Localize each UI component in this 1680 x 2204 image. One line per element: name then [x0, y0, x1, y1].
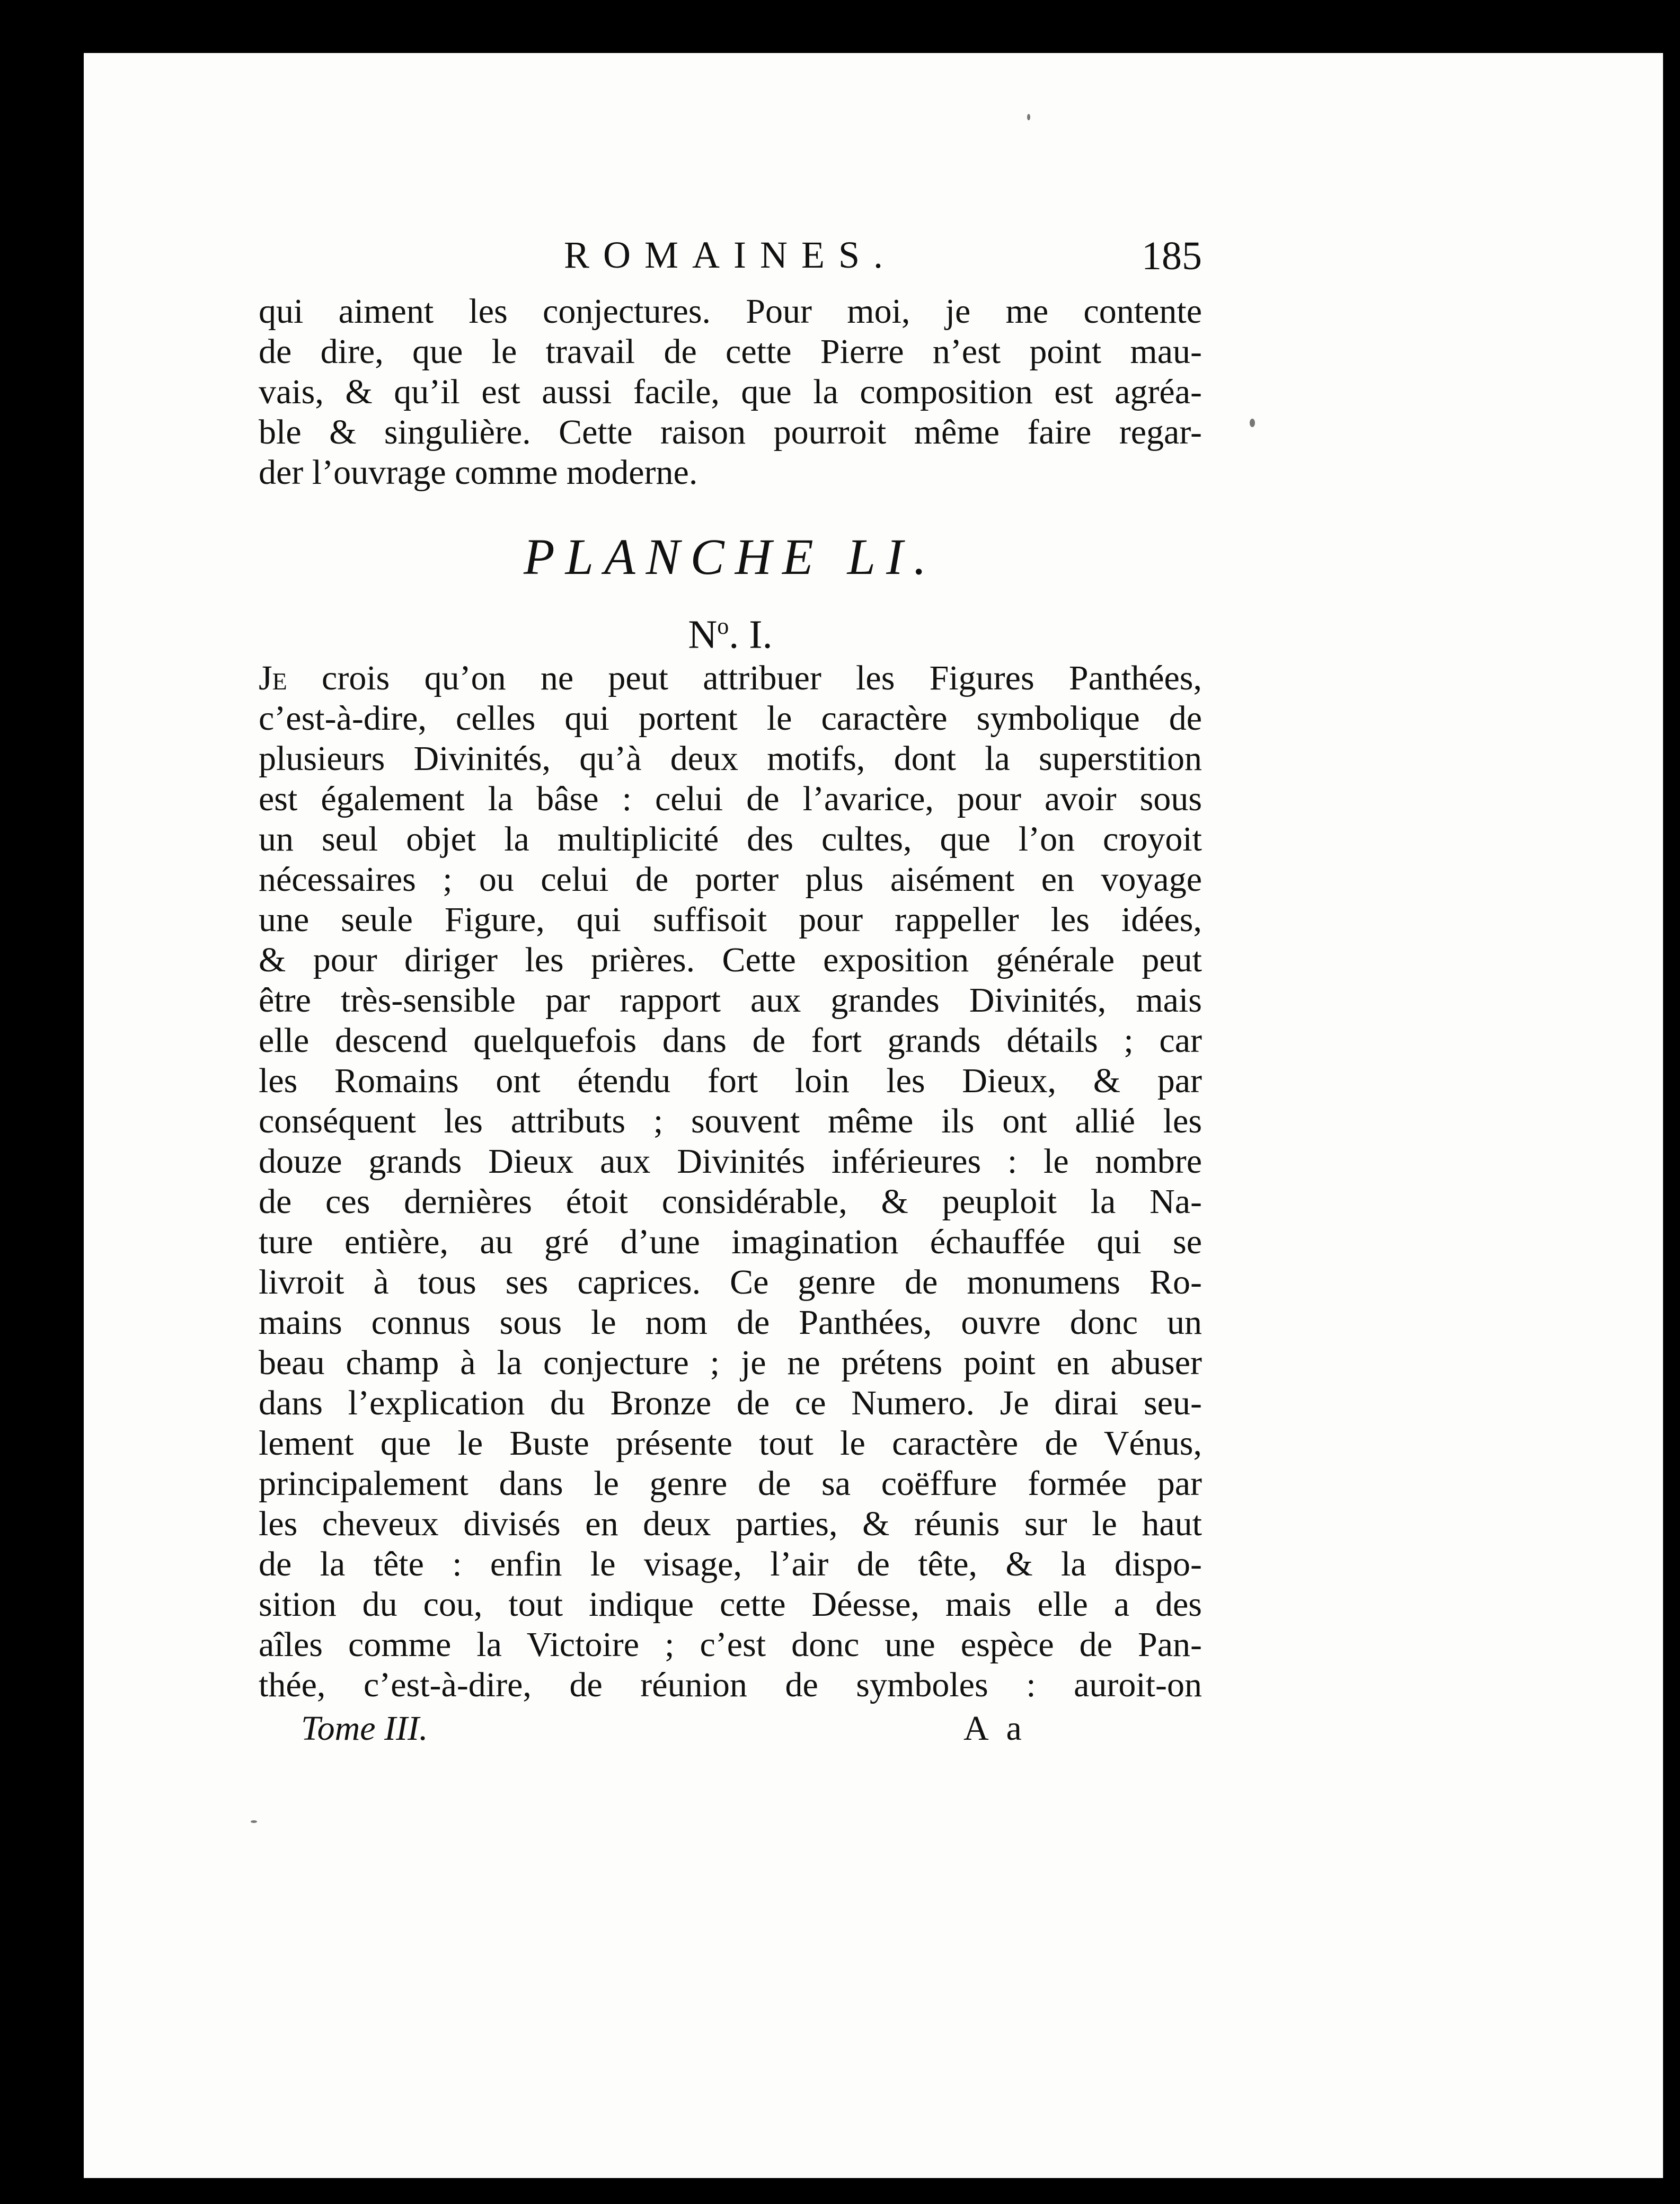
text-line: un seul objet la multiplicité des cultes, que l’on croyoit [259, 820, 1202, 858]
plate-heading: PLANCHE LI. [523, 528, 938, 585]
text-line: principalement dans le genre de sa coëffure formée par [259, 1464, 1202, 1503]
ink-speck [1027, 114, 1030, 120]
running-title: ROMAINES. [563, 234, 897, 276]
plate-number-prefix: N [688, 612, 718, 657]
text-line: une seule Figure, qui suffisoit pour rappeller les idées, [259, 900, 1202, 939]
text-line: ble & singulière. Cette raison pourroit même faire regar- [259, 413, 1202, 452]
body-paragraph [259, 658, 1202, 1705]
ink-speck [1250, 419, 1255, 427]
plate-number-sup: o [717, 613, 729, 639]
text-block [259, 233, 1202, 1751]
text-line: qui aiment les conjectures. Pour moi, je me contente [259, 292, 1202, 331]
text-line [259, 658, 1202, 698]
text-line: beau champ à la conjecture ; je ne prétens point en abuser [259, 1343, 1202, 1382]
text-line: c’est-à-dire, celles qui portent le caractère symbolique de [259, 699, 1202, 738]
signature-mark: A a [963, 1709, 1027, 1748]
text-line: plusieurs Divinités, qu’à deux motifs, dont la superstition [259, 739, 1202, 778]
ink-speck [251, 1820, 257, 1823]
text-line: sition du cou, tout indique cette Déesse, mais elle a des [259, 1585, 1202, 1624]
plate-number-suffix: . I. [729, 612, 773, 657]
plate-number [259, 595, 1202, 658]
text-line: les Romains ont étendu fort loin les Dieux, & par [259, 1061, 1202, 1100]
opening-word: Je [259, 659, 287, 697]
text-line: aîles comme la Victoire ; c’est donc une espèce de Pan- [259, 1625, 1202, 1664]
page-footer [259, 1709, 1202, 1751]
page-number: 185 [1142, 234, 1202, 278]
text-line: ture entière, au gré d’une imagination échauffée qui se [259, 1223, 1202, 1261]
opening-line-text: crois qu’on ne peut attribuer les Figures Panthées, [287, 659, 1202, 697]
intro-paragraph [259, 291, 1202, 493]
text-line: elle descend quelquefois dans de fort grands détails ; car [259, 1021, 1202, 1060]
book-page [84, 53, 1663, 2178]
text-line: les cheveux divisés en deux parties, & réunis sur le haut [259, 1504, 1202, 1543]
text-line: de ces dernières étoit considérable, & peuploit la Na- [259, 1182, 1202, 1221]
text-line: livroit à tous ses caprices. Ce genre de monumens Ro- [259, 1263, 1202, 1302]
text-line: mains connus sous le nom de Panthées, ouvre donc un [259, 1303, 1202, 1342]
running-head [259, 233, 1202, 291]
text-line: de dire, que le travail de cette Pierre n’est point mau- [259, 332, 1202, 371]
text-line: est également la bâse : celui de l’avarice, pour avoir sous [259, 780, 1202, 818]
text-line: nécessaires ; ou celui de porter plus aisément en voyage [259, 860, 1202, 899]
text-line: dans l’explication du Bronze de ce Numero. Je dirai seu- [259, 1384, 1202, 1422]
text-line: être très-sensible par rapport aux grandes Divinités, mais [259, 981, 1202, 1020]
volume-mark: Tome III. [301, 1709, 428, 1748]
text-line: & pour diriger les prières. Cette exposition générale peut [259, 941, 1202, 979]
text-line: thée, c’est-à-dire, de réunion de symboles : auroit-on [259, 1666, 1202, 1704]
text-line: de la tête : enfin le visage, l’air de tête, & la dispo- [259, 1545, 1202, 1583]
text-line: conséquent les attributs ; souvent même ils ont allié les [259, 1102, 1202, 1140]
text-line: douze grands Dieux aux Divinités inférieures : le nombre [259, 1142, 1202, 1181]
text-line: vais, & qu’il est aussi facile, que la composition est agréa- [259, 373, 1202, 411]
text-line: lement que le Buste présente tout le caractère de Vénus, [259, 1424, 1202, 1463]
text-line: der l’ouvrage comme moderne. [259, 453, 698, 492]
